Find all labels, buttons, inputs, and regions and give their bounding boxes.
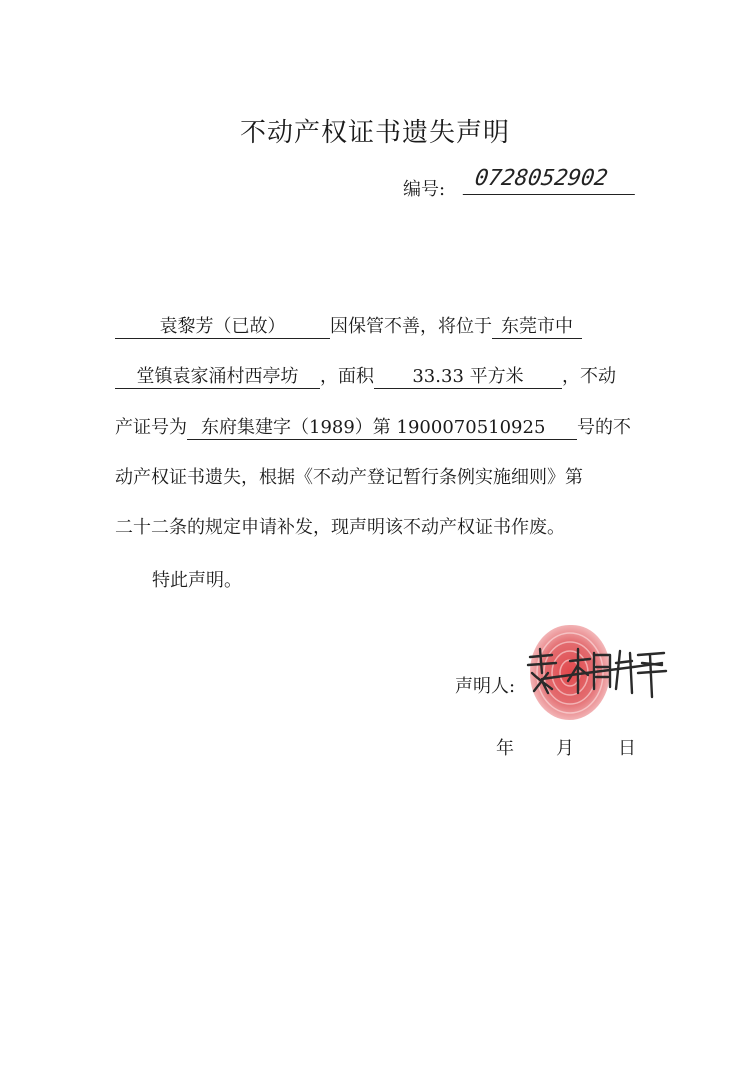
location-part2: 堂镇袁家涌村西亭坊 xyxy=(115,362,320,389)
date-month: 月 xyxy=(556,738,574,759)
location-part1: 东莞市中 xyxy=(492,312,582,339)
body-line-5: 二十二条的规定申请补发，现声明该不动产权证书作废。 xyxy=(115,517,565,538)
body-line-1 xyxy=(115,312,582,339)
document-title: 不动产权证书遗失声明 xyxy=(239,118,510,148)
body-line-3 xyxy=(115,413,631,440)
declarant-signature xyxy=(512,643,672,703)
line1-text: 因保管不善，将位于 xyxy=(330,316,492,337)
cert-number: 东府集建字（1989）第 1900070510925 xyxy=(187,413,577,440)
line2-tail: ，不动 xyxy=(562,366,616,387)
serial-label: 编号: xyxy=(403,179,446,200)
owner-name: 袁黎芳（已故） xyxy=(115,312,330,339)
date-line xyxy=(496,734,636,760)
serial-number-handwritten: 0728052902 xyxy=(463,163,639,195)
body-line-2 xyxy=(115,362,616,389)
line3-tail: 号的不 xyxy=(577,417,631,438)
date-day: 日 xyxy=(618,738,636,759)
cert-label: 产证号为 xyxy=(115,417,187,438)
date-year: 年 xyxy=(496,738,514,759)
declarant-label: 声明人: xyxy=(455,676,516,697)
area-value: 33.33 平方米 xyxy=(374,362,562,389)
closing-text: 特此声明。 xyxy=(152,570,242,591)
body-line-4: 动产权证书遗失，根据《不动产登记暂行条例实施细则》第 xyxy=(115,467,583,488)
area-label: ，面积 xyxy=(320,366,374,387)
